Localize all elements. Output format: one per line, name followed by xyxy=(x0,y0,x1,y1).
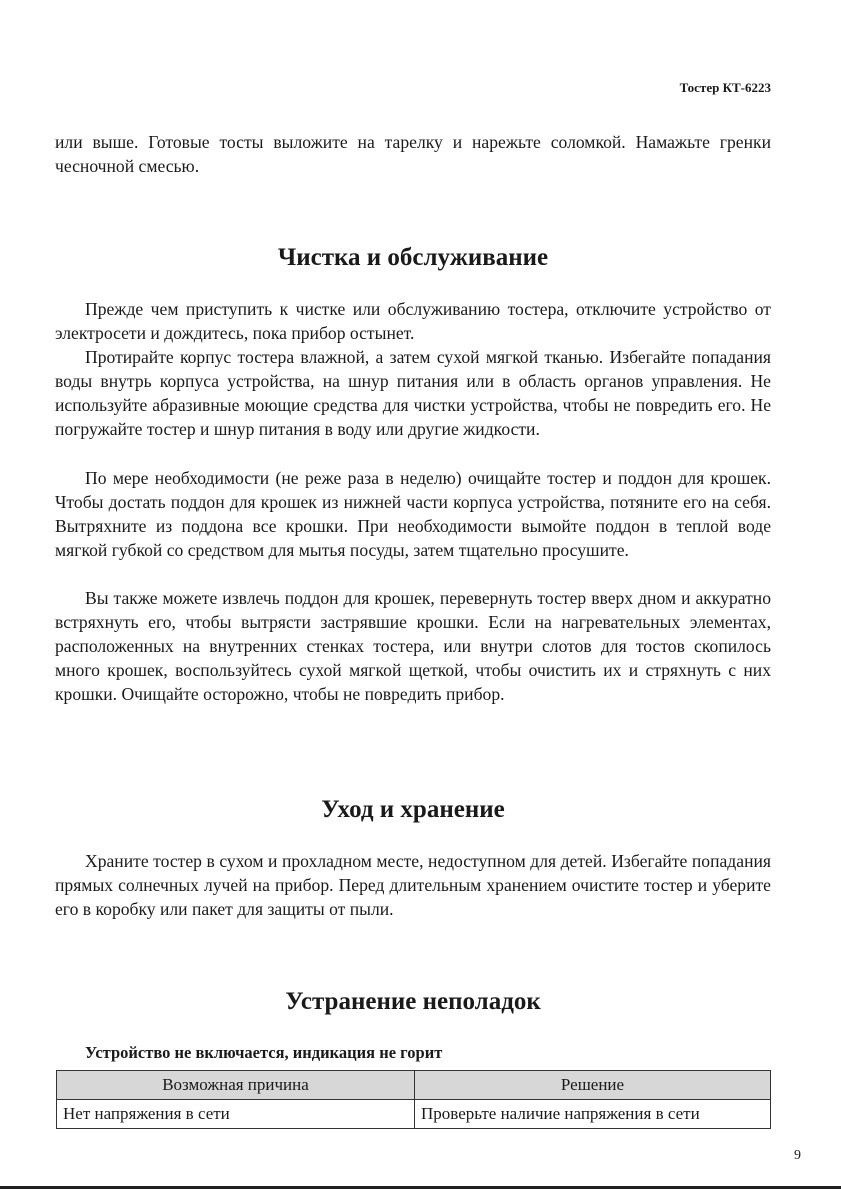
intro-paragraph: или выше. Готовые тосты выложите на тарелку и нарежьте соломкой. Намажьте гренки чесночной смесью. xyxy=(55,132,771,177)
section-title-cleaning: Чистка и обслуживание xyxy=(277,244,549,271)
table-header-row xyxy=(57,1071,771,1100)
cleaning-paragraph-3: По мере необходимости (не реже раза в неделю) очищайте тостер и поддон для крошек. Чтобы достать поддон для крошек из нижней части корпуса устройства, потяните его на себя. Вытряхните из поддона все крошки. При необходимости вымойте поддон в теплой воде мягкой губкой со средством для мытья посуды, затем тщательно просушите. xyxy=(55,468,771,561)
column-header-solution: Решение xyxy=(415,1071,771,1100)
cleaning-paragraph-1: Прежде чем приступить к чистке или обслуживанию тостера, отключите устройство от электросети и дождитесь, пока прибор остынет. xyxy=(55,299,771,344)
solution-cell: Проверьте наличие напряжения в сети xyxy=(415,1100,771,1129)
section-title-troubleshooting: Устранение неполадок xyxy=(285,988,541,1015)
cleaning-paragraph-2: Протирайте корпус тостера влажной, а затем сухой мягкой тканью. Избегайте попадания воды внутрь корпуса устройства, на шнур питания или в область органов управления. Не используйте абразивные моющие средства для чистки устройства, чтобы не повредить его. Не погружайте тостер и шнур питания в воду или другие жидкости. xyxy=(55,347,771,440)
troubleshooting-table xyxy=(56,1070,771,1129)
problem-heading: Устройство не включается, индикация не горит xyxy=(85,1043,443,1062)
page-number: 9 xyxy=(794,1148,801,1163)
column-header-cause: Возможная причина xyxy=(57,1071,415,1100)
cause-cell: Нет напряжения в сети xyxy=(57,1100,415,1129)
storage-paragraph: Храните тостер в сухом и прохладном месте, недоступном для детей. Избегайте попадания прямых солнечных лучей на прибор. Перед длительным хранением очистите тостер и уберите его в коробку или пакет для защиты от пыли. xyxy=(55,851,771,920)
section-title-storage: Уход и хранение xyxy=(321,796,505,823)
table-row xyxy=(57,1100,771,1129)
running-header: Тостер КТ-6223 xyxy=(679,80,771,95)
cleaning-paragraph-4: Вы также можете извлечь поддон для крошек, перевернуть тостер вверх дном и аккуратно встряхнуть его, чтобы вытрясти застрявшие крошки. Если на нагревательных элементах, расположенных на внутренних стенках тостера, или внутри слотов для тостов скопилось много крошек, воспользуйтесь сухой мягкой щеткой, чтобы очистить их и стряхнуть с них крошки. Очищайте осторожно, чтобы не повредить прибор. xyxy=(55,588,771,705)
